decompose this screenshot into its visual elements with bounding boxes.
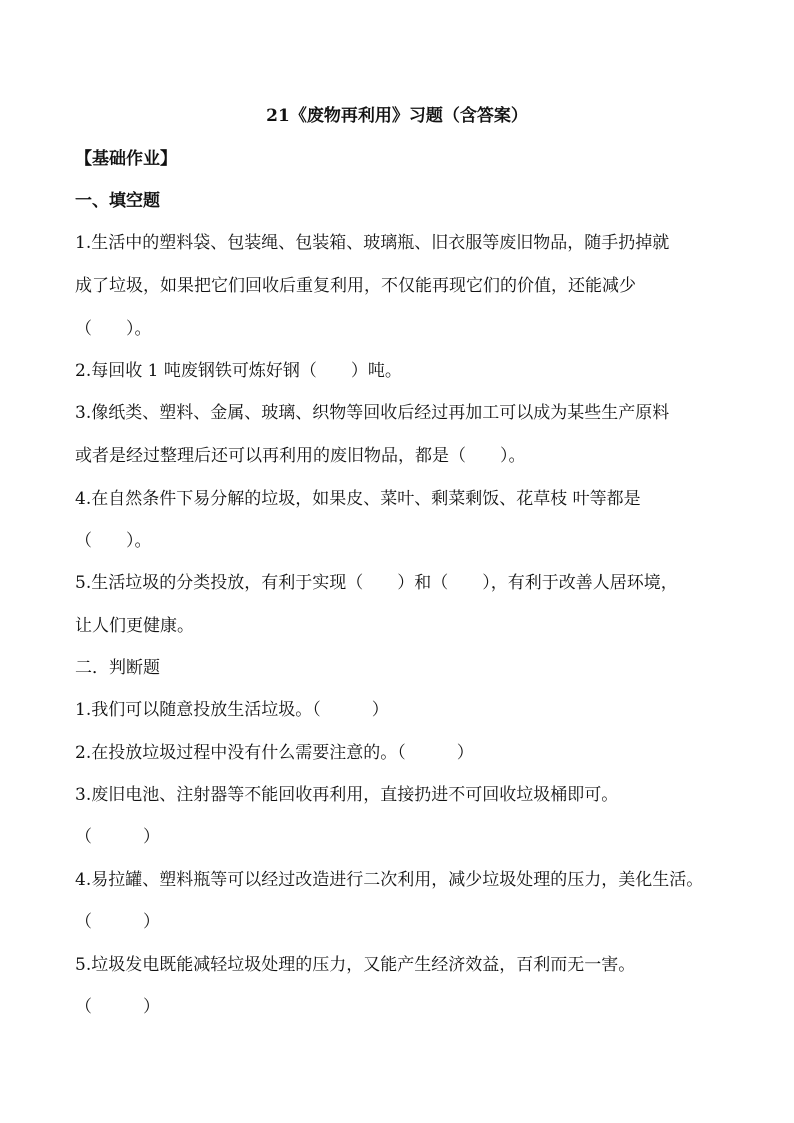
question-line: 或者是经过整理后还可以再利用的废旧物品，都是（ ）。 bbox=[75, 446, 526, 466]
question-line: 3.废旧电池、注射器等不能回收再利用，直接扔进不可回收垃圾桶即可。 bbox=[75, 785, 619, 805]
question-line: 让人们更健康。 bbox=[75, 616, 194, 636]
section-heading-basic: 【基础作业】 bbox=[75, 149, 177, 169]
question-line: （ ）。 bbox=[75, 319, 152, 339]
page-title: 21《废物再利用》习题（含答案） bbox=[266, 106, 528, 126]
question-line: （ ） bbox=[75, 912, 160, 932]
question-line: （ ） bbox=[75, 827, 160, 847]
question-line: （ ） bbox=[75, 997, 160, 1017]
question-line: 4.在自然条件下易分解的垃圾，如果皮、菜叶、剩菜剩饭、花草枝 叶等都是 bbox=[75, 489, 641, 509]
question-line: 4.易拉罐、塑料瓶等可以经过改造进行二次利用，减少垃圾处理的压力，美化生活。 bbox=[75, 870, 704, 890]
question-line: 1.生活中的塑料袋、包装绳、包装箱、玻璃瓶、旧衣服等废旧物品，随手扔掉就 bbox=[75, 233, 670, 253]
question-line: （ ）。 bbox=[75, 531, 152, 551]
question-line: 2.每回收 1 吨废钢铁可炼好钢（ ）吨。 bbox=[75, 361, 402, 381]
question-line: 1.我们可以随意投放生活垃圾。（ ） bbox=[75, 700, 389, 720]
question-line: 5.垃圾发电既能减轻垃圾处理的压力，又能产生经济效益，百利而无一害。 bbox=[75, 955, 636, 975]
part1-heading: 一、填空题 bbox=[75, 191, 160, 211]
question-line: 成了垃圾，如果把它们回收后重复利用，不仅能再现它们的价值，还能减少 bbox=[75, 276, 636, 296]
question-line: 5.生活垃圾的分类投放，有利于实现（ ）和（ ），有利于改善人居环境， bbox=[75, 573, 678, 593]
question-line: 2.在投放垃圾过程中没有什么需要注意的。（ ） bbox=[75, 743, 474, 763]
question-line: 3.像纸类、塑料、金属、玻璃、织物等回收后经过再加工可以成为某些生产原料 bbox=[75, 403, 670, 423]
part2-heading: 二．判断题 bbox=[75, 658, 160, 678]
